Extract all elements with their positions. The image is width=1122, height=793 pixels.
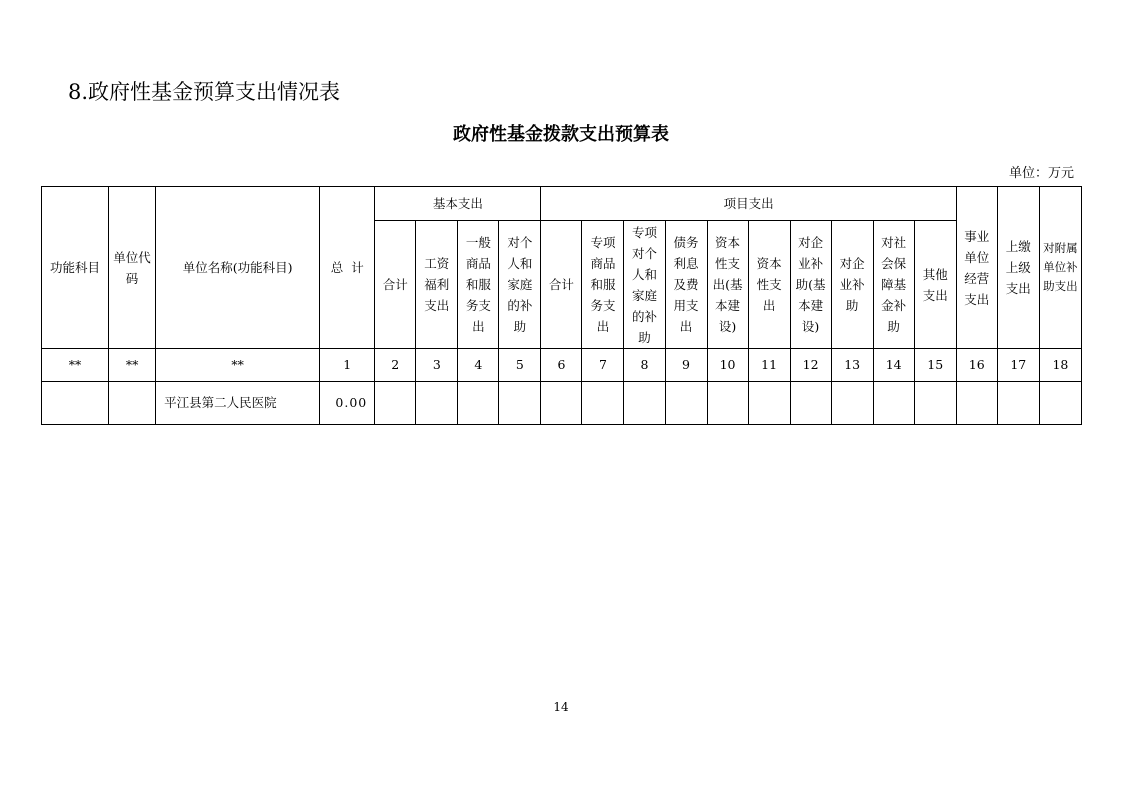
header-subsidiary-subsidy: 对附属单位补助支出 [1039,187,1081,349]
header-project-col: 资本性支出 [748,221,790,349]
empty-cell [458,382,499,425]
header-business-operation: 事业单位经营支出 [956,187,997,349]
cell-total: 0.00 [320,382,375,425]
page-number: 14 [553,700,569,714]
index-cell: 13 [831,349,873,382]
empty-cell [748,382,790,425]
header-basic-col: 对个人和家庭的补助 [499,221,541,349]
index-cell: 6 [541,349,582,382]
empty-cell [790,382,831,425]
header-project-group: 项目支出 [541,187,956,221]
header-turn-over: 上缴上级支出 [997,187,1039,349]
header-project-col: 资本性支出(基本建设) [707,221,748,349]
empty-cell [416,382,458,425]
header-project-col: 对社会保障基金补助 [873,221,914,349]
index-cell: 9 [665,349,707,382]
unit-label: 单位：万元 [1008,166,1074,181]
header-project-col: 对企业补助 [831,221,873,349]
header-total: 总 计 [320,187,375,349]
index-cell: 11 [748,349,790,382]
header-basic-col: 一般商品和服务支出 [458,221,499,349]
header-project-col: 对企业补助(基本建设) [790,221,831,349]
index-cell: 14 [873,349,914,382]
header-project-col: 其他支出 [914,221,956,349]
empty-cell [873,382,914,425]
index-cell: 3 [416,349,458,382]
header-unit-name: 单位名称(功能科目) [156,187,320,349]
empty-cell [997,382,1039,425]
cell-unit-name: 平江县第二人民医院 [156,382,320,425]
empty-cell [375,382,416,425]
index-cell: 7 [582,349,624,382]
index-row [42,349,1082,382]
index-cell: 4 [458,349,499,382]
header-function-subject: 功能科目 [42,187,109,349]
budget-table [41,186,1082,425]
empty-cell [624,382,665,425]
index-cell: 2 [375,349,416,382]
empty-cell [499,382,541,425]
index-cell: 18 [1039,349,1081,382]
index-cell: 17 [997,349,1039,382]
index-cell: 10 [707,349,748,382]
header-project-col: 专项商品和服务支出 [582,221,624,349]
empty-cell [707,382,748,425]
index-cell: ** [109,349,156,382]
index-cell: 1 [320,349,375,382]
empty-cell [956,382,997,425]
table-title: 政府性基金拨款支出预算表 [453,124,669,145]
index-cell: ** [42,349,109,382]
header-basic-col: 工资福利支出 [416,221,458,349]
header-unit-code: 单位代码 [109,187,156,349]
index-cell: 16 [956,349,997,382]
empty-cell [665,382,707,425]
table-row [42,382,1082,425]
index-cell: 15 [914,349,956,382]
index-cell: ** [156,349,320,382]
header-basic-group: 基本支出 [375,187,541,221]
index-cell: 12 [790,349,831,382]
empty-cell [1039,382,1081,425]
section-title: 8.政府性基金预算支出情况表 [68,80,341,104]
header-row-1 [42,187,1082,221]
cell-function-subject [42,382,109,425]
index-cell: 8 [624,349,665,382]
header-project-col: 合计 [541,221,582,349]
index-cell: 5 [499,349,541,382]
empty-cell [914,382,956,425]
header-basic-col: 合计 [375,221,416,349]
empty-cell [541,382,582,425]
empty-cell [831,382,873,425]
header-project-col: 债务利息及费用支出 [665,221,707,349]
header-project-col: 专项对个人和家庭的补助 [624,221,665,349]
cell-unit-code [109,382,156,425]
empty-cell [582,382,624,425]
